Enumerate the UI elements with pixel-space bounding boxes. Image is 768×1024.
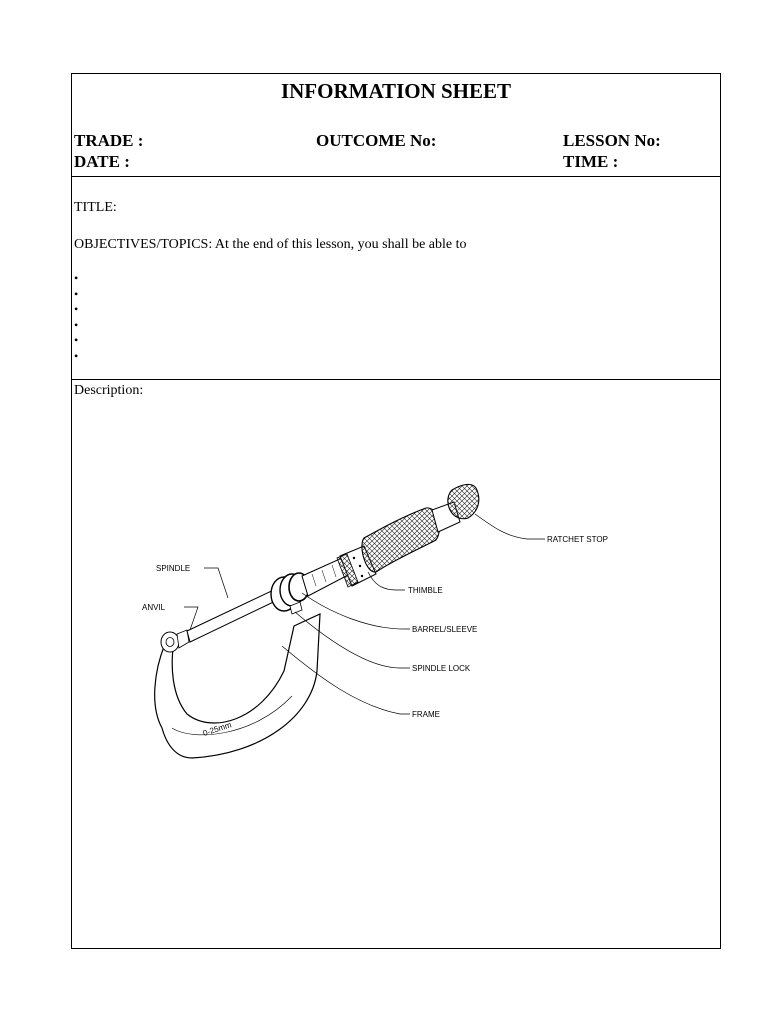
trade-label: TRADE :	[74, 131, 144, 150]
header-section	[72, 74, 720, 177]
frame-marking: 0-25mm	[201, 720, 233, 738]
spindle-lock-label: SPINDLE LOCK	[412, 664, 471, 673]
anvil-part	[161, 630, 189, 652]
list-item	[74, 349, 78, 365]
spindle-label: SPINDLE	[156, 564, 191, 573]
objectives-intro: OBJECTIVES/TOPICS: At the end of this lesson, you shall be able to	[74, 237, 467, 252]
barrel-sleeve-label: BARREL/SLEEVE	[412, 625, 478, 634]
list-item	[74, 302, 78, 318]
time-label: TIME :	[563, 152, 619, 171]
description-label: Description:	[74, 383, 144, 398]
ratchet-stop-part	[432, 484, 479, 532]
lesson-label: LESSON No:	[563, 131, 661, 150]
list-item	[74, 333, 78, 349]
description-section	[72, 380, 720, 948]
objectives-bullet-list	[74, 271, 78, 364]
micrometer-diagram	[132, 466, 608, 746]
ratchet-stop-label: RATCHET STOP	[547, 535, 608, 544]
frame-label: FRAME	[412, 710, 440, 719]
outcome-label: OUTCOME No:	[316, 131, 437, 150]
title-label: TITLE:	[74, 200, 117, 215]
list-item	[74, 271, 78, 287]
knurled-grip-part	[362, 508, 440, 572]
objectives-section	[72, 177, 720, 380]
anvil-label: ANVIL	[142, 603, 166, 612]
information-sheet	[71, 73, 721, 949]
thimble-label: THIMBLE	[408, 586, 443, 595]
page-title: INFORMATION SHEET	[280, 79, 512, 103]
list-item	[74, 287, 78, 303]
date-label: DATE :	[74, 152, 130, 171]
list-item	[74, 318, 78, 334]
